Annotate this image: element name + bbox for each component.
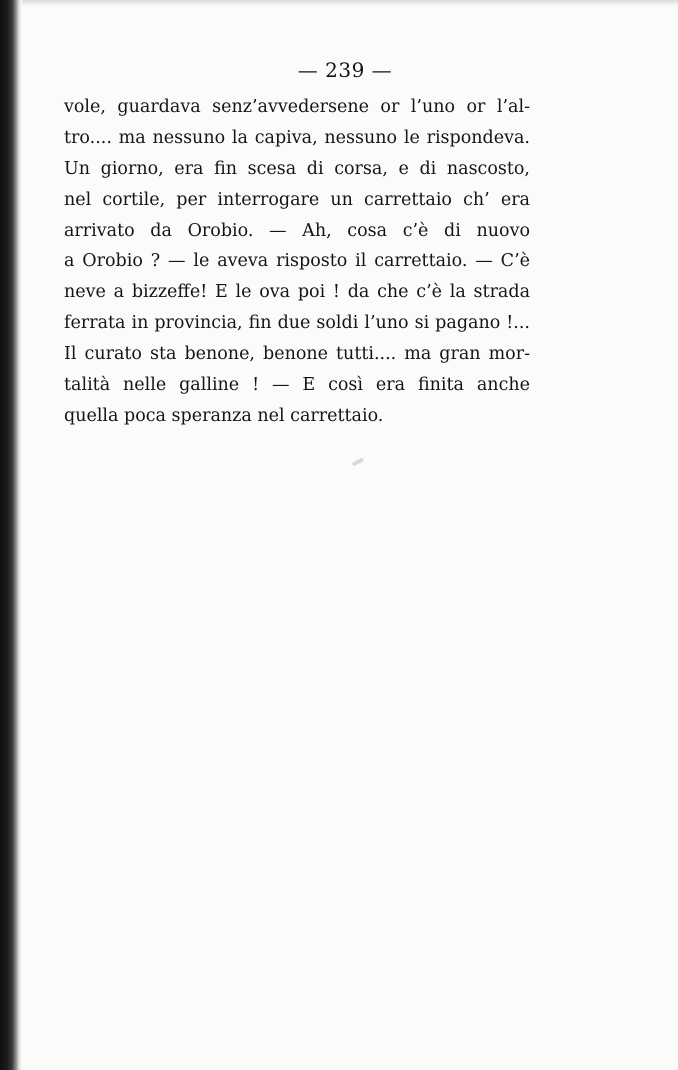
page-number: — 239 — (297, 58, 393, 82)
book-binding-edge (0, 0, 22, 1070)
text-line: arrivato da Orobio. — Ah, cosa c’è di nuovo (64, 220, 530, 241)
text-line: talità nelle galline ! — E così era finita anche (64, 375, 530, 396)
text-line: neve a bizzeffe! E le ova poi ! da che c’è la strada (64, 282, 530, 303)
page-top-edge (0, 0, 678, 6)
text-line: Un giorno, era fin scesa di corsa, e di nascosto, (64, 158, 530, 179)
body-text (64, 92, 530, 432)
text-line: tro.... ma nessuno la capiva, nessuno le rispondeva. (64, 127, 530, 148)
text-line: quella poca speranza nel carrettaio. (64, 405, 384, 426)
text-line: ferrata in provincia, fin due soldi l’uno si pagano !... (64, 313, 530, 334)
text-line: nel cortile, per interrogare un carrettaio ch’ era (64, 189, 530, 210)
text-line: Il curato sta benone, benone tutti.... ma gran mor- (64, 344, 530, 365)
paper-speck (352, 457, 364, 466)
text-line: vole, guardava senz’avvedersene or l’uno or l’al- (64, 97, 530, 117)
text-line: a Orobio ? — le aveva risposto il carrettaio. — C’è (64, 251, 530, 272)
